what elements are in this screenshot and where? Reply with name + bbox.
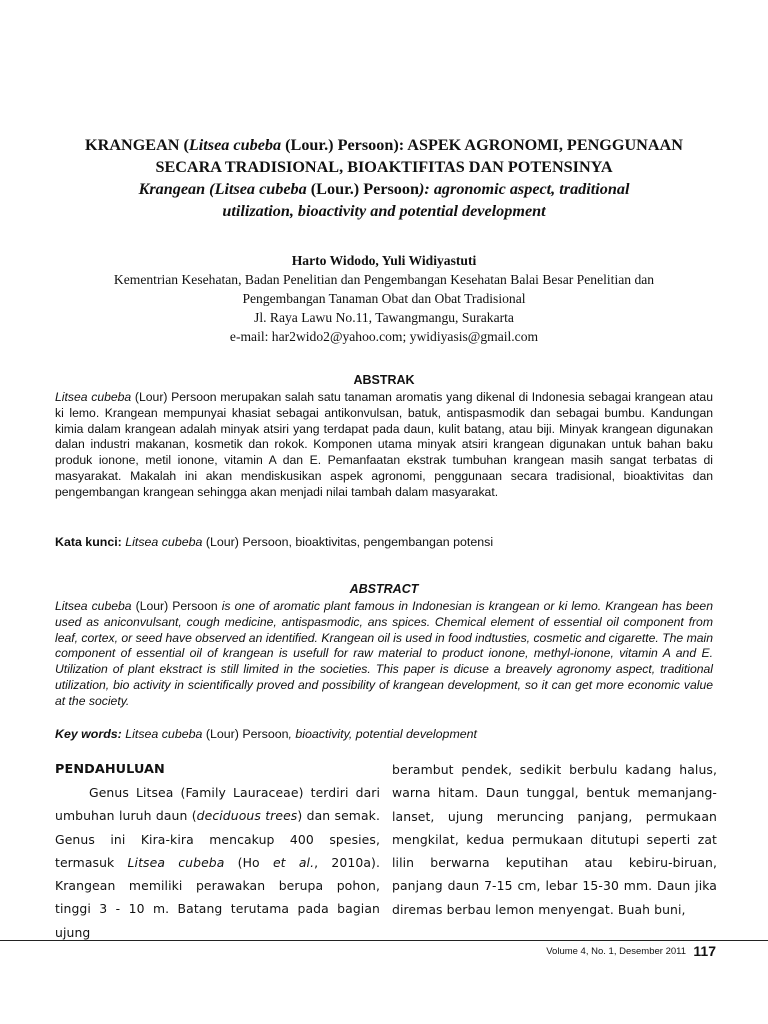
- article-title: [40, 134, 728, 222]
- affiliation-line-1: Kementrian Kesehatan, Badan Penelitian dan Pengembangan Kesehatan Balai Besar Penelitian dan: [113, 272, 655, 287]
- title-english-line-1: Krangean (Litsea cubeba (Lour.) Persoon): agronomic aspect, traditional: [138, 180, 630, 198]
- page-number: 117: [693, 943, 716, 959]
- title-indonesian-line-1: KRANGEAN (Litsea cubeba (Lour.) Persoon): ASPEK AGRONOMI, PENGGUNAAN: [85, 136, 683, 154]
- address: Jl. Raya Lawu No.11, Tawangmangu, Surakarta: [254, 310, 514, 325]
- author-names: Harto Widodo, Yuli Widiyastuti: [291, 253, 477, 268]
- title-indonesian-line-2: SECARA TRADISIONAL, BIOAKTIFITAS DAN POTENSINYA: [155, 158, 613, 176]
- abstract-keywords: Key words: Litsea cubeba (Lour) Persoon, bioactivity, potential development: [55, 727, 477, 741]
- abstrak-heading: ABSTRAK: [353, 373, 415, 387]
- body-column-left: [55, 758, 380, 944]
- affiliation-line-2: Pengembangan Tanaman Obat dan Obat Tradisional: [242, 291, 526, 306]
- footer-divider: [0, 940, 768, 941]
- author-block: [40, 251, 728, 346]
- abstract-heading: ABSTRACT: [349, 582, 419, 596]
- title-english-line-2: utilization, bioactivity and potential development: [222, 202, 546, 220]
- continued-paragraph: berambut pendek, sedikit berbulu kadang halus, warna hitam. Daun tunggal, bentuk memanjang-lanset, ujung meruncing panjang, permukaan mengkilat, kedua permukaan ditutupi seperti zat lilin berwarna keputihan atau kebiru-biruan, panjang daun 7-15 cm, lebar 15-30 mm. Daun jika diremas berbau lemon menyengat. Buah buni,: [392, 762, 717, 917]
- body-column-right: [392, 758, 717, 921]
- title-scientific-name: Litsea cubeba: [188, 136, 282, 154]
- email: e-mail: har2wido2@yahoo.com; ywidiyasis@gmail.com: [229, 329, 539, 344]
- abstrak-body: Litsea cubeba (Lour) Persoon merupakan salah satu tanaman aromatis yang dikenal di Indonesia sebagai krangean atau ki lemo. Krangean mempunyai khasiat sebagai antikonvulsan, batuk, antispasmodik dan sebagai bumbu. Kandungan kimia dalam krangean adalah minyak atsiri yang terdapat pada daun, kulit batang, atau biji. Minyak krangean digunakan dalan industri makanan, kosmetik dan rokok. Komponen utama minyak atsiri krangean digunakan untuk bahan baku produk ionone, metil ionone, vitamin A dan E. Pemanfaatan ekstrak tumbuhan krangean masih sangat terbatas di masyarakat. Makalah ini akan mendiskusikan aspek agronomi, penggunaan secara tradisional, bioaktivitas dan pengembangan krangean sehingga akan menjadi nilai tambah dalam masyarakat.: [55, 390, 713, 499]
- intro-paragraph: Genus Litsea (Family Lauraceae) terdiri dari umbuhan luruh daun (deciduous trees) dan semak. Genus ini Kira-kira mencakup 400 spesies, termasuk Litsea cubeba (Ho et al., 2010a). Krangean memiliki perawakan berupa pohon, tinggi 3 - 10 m. Batang terutama pada bagian ujung: [55, 785, 380, 940]
- abstract-body: Litsea cubeba (Lour) Persoon is one of aromatic plant famous in Indonesian is krangean or ki lemo. Krangean has been used as aniconvulsant, cough medicine, antispasmodic, ans spices. Chemical element of essential oil component from leaf, cortex, or seed have observed an identified. Krangean oil is used in food indtusties, cosmetic and cigarette. The main component of essential oil of krangean is usefull for raw material to product ionone, methyl-ionone, vitamin A and E. Utilization of plant ekstract is still limited in the societies. This paper is dicuse a breavely agronomy aspect, traditional utilization, bio activity in scientifically proved and possibility of krangean development, so it can get more economic value at the society.: [55, 599, 713, 708]
- section-heading: PENDAHULUAN: [55, 762, 165, 777]
- abstrak-keywords: Kata kunci: Litsea cubeba (Lour) Persoon, bioaktivitas, pengembangan potensi: [55, 535, 494, 549]
- journal-volume: Volume 4, No. 1, Desember 2011: [546, 946, 686, 957]
